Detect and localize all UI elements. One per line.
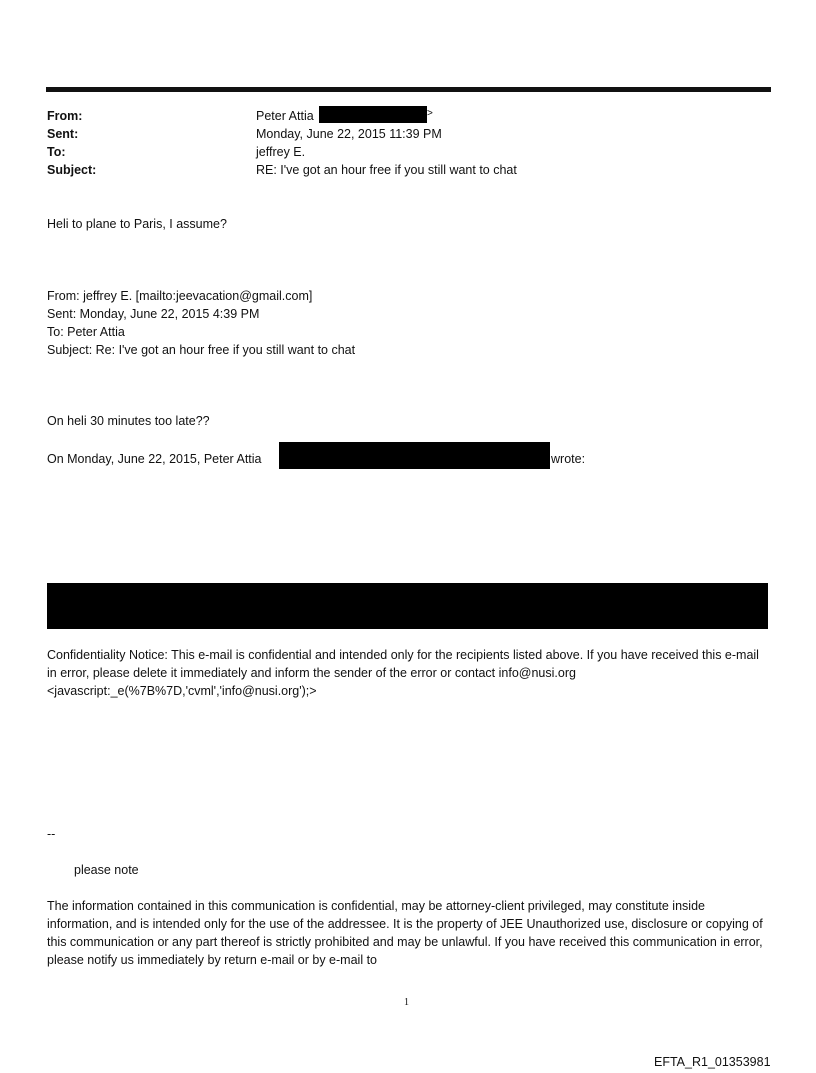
- from-tail: >: [427, 108, 433, 119]
- disclaimer: The information contained in this communication is confidential, may be attorney-client privileged, may constitute inside information, and is intended only for the use of the addressee. It is the property of JEE Unauthorized use, disclosure or copying of this communication or any part thereof is strictly prohibited and may be unlawful. If you have received this communication in error, please notify us immediately by return e-mail or by e-mail to: [47, 899, 763, 967]
- wrote-suffix: wrote:: [551, 452, 586, 466]
- quoted-subject: Subject: Re: I've got an hour free if you still want to chat: [47, 343, 356, 357]
- redaction-block: [47, 583, 768, 629]
- to-label: To:: [47, 145, 66, 159]
- signature-dashes: --: [47, 827, 56, 841]
- wrote-prefix: On Monday, June 22, 2015, Peter Attia: [47, 452, 262, 466]
- header-rule: [46, 87, 771, 92]
- sent-label: Sent:: [47, 127, 79, 141]
- please-note: please note: [74, 863, 139, 877]
- quoted-sent: Sent: Monday, June 22, 2015 4:39 PM: [47, 307, 260, 321]
- confidentiality-notice: Confidentiality Notice: This e-mail is confidential and intended only for the recipients listed above. If you have received this e-mail in error, please delete it immediately and inform the sender of the error or contact info@nusi.org <javascript:_e(%7B%7D,'cvml','info@nusi.org');>: [47, 648, 759, 698]
- subject-label: Subject:: [47, 163, 97, 177]
- quoted-from: From: jeffrey E. [mailto:jeevacation@gmail.com]: [47, 289, 313, 303]
- sent-value: Monday, June 22, 2015 11:39 PM: [256, 127, 442, 141]
- reply-line: Heli to plane to Paris, I assume?: [47, 217, 227, 231]
- from-label: From:: [47, 109, 83, 123]
- subject-value: RE: I've got an hour free if you still want to chat: [256, 163, 517, 177]
- redaction-from-email: [319, 106, 427, 123]
- redaction-wrote-email: [279, 442, 550, 469]
- quoted-to: To: Peter Attia: [47, 325, 125, 339]
- page-number: 1: [404, 997, 409, 1008]
- heli-line: On heli 30 minutes too late??: [47, 414, 210, 428]
- to-value: jeffrey E.: [256, 145, 306, 159]
- document-id: EFTA_R1_01353981: [654, 1055, 771, 1069]
- from-value: Peter Attia: [256, 109, 314, 123]
